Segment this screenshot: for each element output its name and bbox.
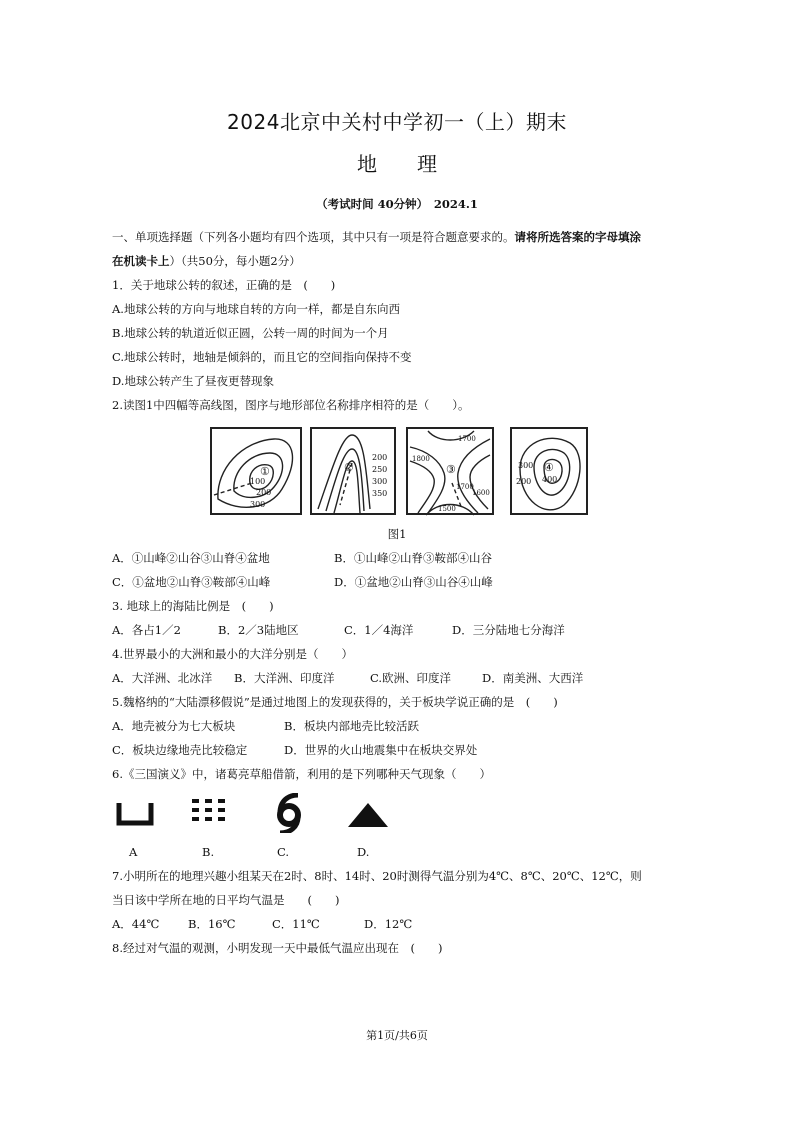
q1-stem: 1．关于地球公转的叙述，正确的是 ( ): [112, 278, 336, 292]
exam-info: （考试时间 40分钟） 2024.1: [316, 197, 478, 211]
map-3-label-left: 1800: [412, 455, 430, 463]
map-3-label-right: 1600: [472, 489, 490, 497]
map-3-label-top: 1700: [458, 435, 476, 443]
fog-symbol-icon: [192, 797, 232, 827]
q6-label-a: A: [129, 845, 138, 859]
q5-option-a: A．地壳被分为七大板块: [112, 719, 236, 733]
map-3-label-bottom: 1500: [438, 505, 456, 513]
map-4-marker: ④: [544, 461, 554, 474]
map-1-label-200: 200: [256, 488, 272, 497]
weather-symbols: [112, 793, 412, 833]
q7-option-a: A．44℃: [112, 917, 160, 931]
q3-stem: 3. 地球上的海陆比例是 ( ): [112, 599, 274, 613]
contour-map-2: [310, 427, 396, 515]
q4-option-c: C.欧洲、印度洋: [370, 671, 452, 685]
map-1-label-100: 100: [250, 477, 266, 486]
q5-option-d: D．世界的火山地震集中在板块交界处: [284, 743, 478, 757]
q6-stem: 6.《三国演义》中，诸葛亮草船借箭，利用的是下列哪种天气现象（ ）: [112, 767, 491, 781]
q7-stem-line1: 7.小明所在的地理兴趣小组某天在2时、8时、14时、20时测得气温分别为4℃、8℃、20℃、12℃，则: [112, 869, 642, 883]
map-2-label-350: 350: [372, 489, 388, 498]
map-2-label-300: 300: [372, 477, 388, 486]
q2-option-b: B．①山峰②山脊③鞍部④山谷: [334, 551, 492, 565]
section-intro-part-c: 在机读卡上: [112, 254, 170, 268]
q7-option-c: C．11℃: [272, 917, 320, 931]
q7-stem-line2: 当日该中学所在地的日平均气温是 ( ): [112, 893, 340, 907]
triangle-symbol-icon: [346, 801, 390, 833]
q3-option-a: A．各占1／2: [112, 623, 181, 637]
q1-option-c: C.地球公转时，地轴是倾斜的，而且它的空间指向保持不变: [112, 350, 412, 364]
typhoon-symbol-icon: [274, 793, 304, 837]
map-1-label-300: 300: [250, 500, 266, 509]
q6-label-b: B.: [202, 845, 215, 859]
section-intro-part-b: 请将所选答案的字母填涂: [514, 230, 641, 244]
sunny-symbol-icon: [116, 801, 154, 831]
q3-option-c: C．1／4海洋: [344, 623, 414, 637]
q3-option-d: D．三分陆地七分海洋: [452, 623, 565, 637]
q1-option-a: A.地球公转的方向与地球自转的方向一样，都是自东向西: [112, 302, 400, 316]
contour-map-1: [210, 427, 302, 515]
contour-map-4: [510, 427, 588, 515]
q4-option-a: A．大洋洲、北冰洋: [112, 671, 213, 685]
q4-option-b: B．大洋洲、印度洋: [234, 671, 335, 685]
q8-stem: 8.经过对气温的观测，小明发现一天中最低气温应出现在 ( ): [112, 941, 443, 955]
q1-option-b: B.地球公转的轨道近似正圆，公转一周的时间为一个月: [112, 326, 389, 340]
page-footer: 第1页/共6页: [366, 1029, 428, 1042]
section-intro-line2: [112, 253, 301, 269]
page-title: 2024北京中关村中学初一（上）期末: [227, 110, 567, 134]
map-3-label-mid: 1700: [456, 483, 474, 491]
section-intro: [112, 229, 641, 245]
section-intro-part-d: ）（共50分，每小题2分）: [169, 254, 301, 268]
q5-option-b: B．板块内部地壳比较活跃: [284, 719, 419, 733]
map-1-marker: ①: [260, 465, 270, 478]
map-4-label-300: 300: [518, 461, 534, 470]
q6-label-c: C.: [277, 845, 290, 859]
q5-option-c: C．板块边缘地壳比较稳定: [112, 743, 248, 757]
q1-option-d: D.地球公转产生了昼夜更替现象: [112, 374, 274, 388]
section-intro-part-a: 一、单项选择题（下列各小题均有四个选项，其中只有一项是符合题意要求的。: [112, 230, 515, 244]
map-4-label-200: 200: [516, 477, 532, 486]
q4-stem: 4.世界最小的大洲和最小的大洋分别是（ ）: [112, 647, 353, 661]
map-4-label-400: 400: [542, 475, 558, 484]
map-3-marker: ③: [446, 463, 456, 476]
q6-label-d: D.: [357, 845, 370, 859]
q2-option-d: D．①盆地②山脊③山谷④山峰: [334, 575, 493, 589]
q7-option-d: D．12℃: [364, 917, 413, 931]
q3-option-b: B．2／3陆地区: [218, 623, 299, 637]
q4-option-d: D．南美洲、大西洋: [482, 671, 584, 685]
figure-caption: 图1: [387, 527, 407, 541]
q2-option-a: A．①山峰②山谷③山脊④盆地: [112, 551, 270, 565]
map-2-label-200: 200: [372, 453, 388, 462]
q5-stem: 5.魏格纳的“大陆漂移假说”是通过地图上的发现获得的，关于板块学说正确的是 ( ): [112, 695, 558, 709]
map-2-marker: ②: [344, 461, 354, 474]
q2-option-c: C．①盆地②山脊③鞍部④山峰: [112, 575, 271, 589]
contour-figure: [210, 427, 588, 519]
q2-stem: 2.读图1中四幅等高线图，图序与地形部位名称排序相符的是（ ）。: [112, 398, 470, 412]
map-2-label-250: 250: [372, 465, 388, 474]
subject-title: 地理: [357, 152, 477, 176]
contour-map-3: [406, 427, 494, 515]
q7-option-b: B．16℃: [188, 917, 236, 931]
